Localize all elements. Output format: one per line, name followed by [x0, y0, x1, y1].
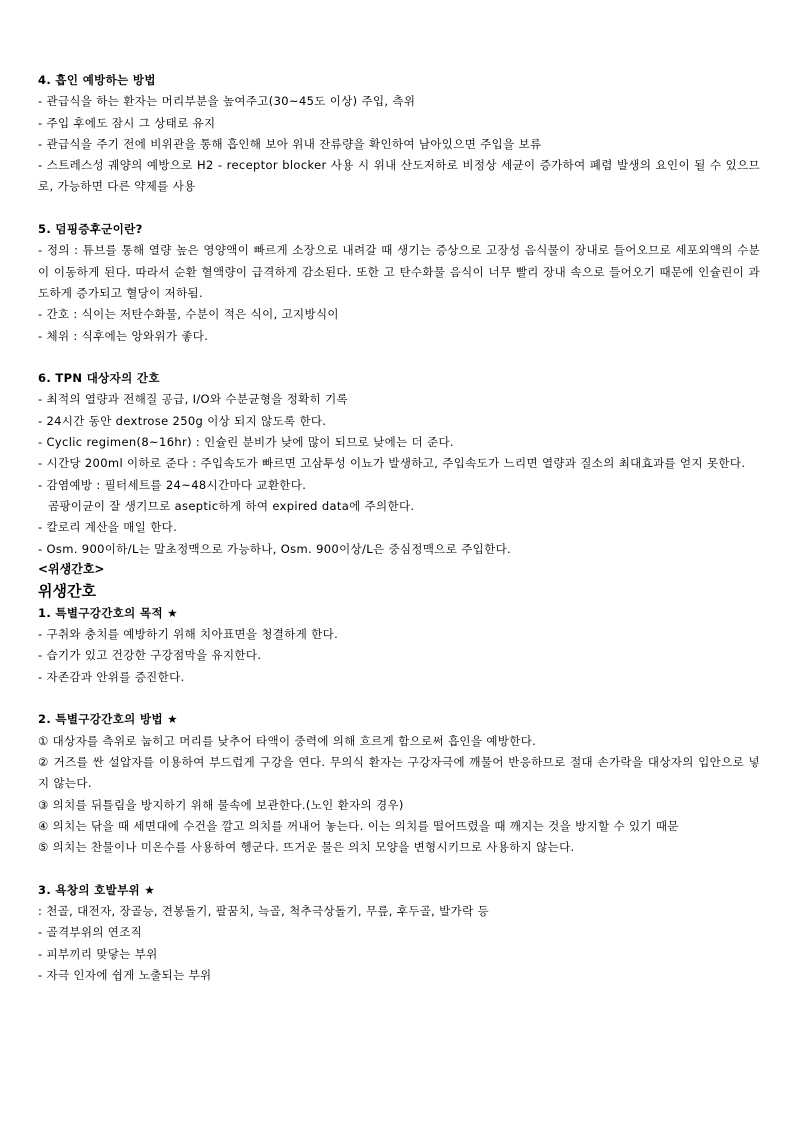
- document-page: [38, 70, 760, 986]
- list-item: - 관급식을 주기 전에 비위관을 통해 흡인해 보아 위내 잔류량을 확인하여 남아있으면 주입을 보류: [38, 136, 542, 151]
- section-oral-care-method: [38, 709, 760, 858]
- list-item: - 칼로리 계산을 매일 한다.: [38, 520, 178, 535]
- heading-aspiration-prevention: 4. 흡인 예방하는 방법: [38, 73, 156, 87]
- list-item: ⑤ 의치는 찬물이나 미온수를 사용하여 헹군다. 뜨거운 물은 의치 모양을 변형시키므로 사용하지 않는다.: [38, 840, 575, 855]
- list-item: - 습기가 있고 건강한 구강점막을 유지한다.: [38, 648, 262, 663]
- list-item: ① 대상자를 측위로 눕히고 머리를 낮추어 타액이 중력에 의해 흐르게 함으로써 흡인을 예방한다.: [38, 733, 537, 748]
- section-title: 위생간호: [38, 581, 96, 600]
- list-item: - 최적의 열량과 전해질 공급, I/O와 수분균형을 정확히 기록: [38, 392, 349, 407]
- list-item: - Cyclic regimen(8~16hr) : 인슐린 분비가 낮에 많이 되므로 낮에는 더 준다.: [38, 435, 454, 450]
- heading-pressure-ulcer-sites: 3. 욕창의 호발부위 ★: [38, 882, 156, 897]
- section-aspiration-prevention: [38, 70, 760, 198]
- list-item: ④ 의치는 닦을 때 세면대에 수건을 깔고 의치를 꺼내어 놓는다. 이는 의치를 떨어뜨렸을 때 깨지는 것을 방지할 수 있기 때문: [38, 818, 679, 833]
- heading-dumping-syndrome: 5. 덤핑증후군이란?: [38, 222, 143, 237]
- list-item: 곰팡이균이 잘 생기므로 aseptic하게 하여 expired data에 주의한다.: [48, 498, 415, 513]
- list-item: - 주입 후에도 잠시 그 상태로 유지: [38, 115, 216, 130]
- list-item: - Osm. 900이하/L는 말초정맥으로 가능하나, Osm. 900이상/L은 중심정맥으로 주입한다.: [38, 541, 512, 556]
- list-item: - 자극 인자에 쉽게 노출되는 부위: [38, 967, 212, 982]
- list-item: - 24시간 동안 dextrose 250g 이상 되지 않도록 한다.: [38, 413, 327, 428]
- section-tpn-care: [38, 368, 760, 560]
- list-item: - 정의 : 튜브를 통해 열량 높은 영양액이 빠르게 소장으로 내려갈 때 생기는 증상으로 고장성 음식물이 장내로 들어오므로 세포외액의 수분이 이동하게 된다. 따라서 순환 혈액량이 급격하게 감소된다. 또한 고 탄수화물 음식이 너무 빨리 장내 속으로 들어오기 때문에 인슐린이 과도하게 증가되고 혈당이 저하됨.: [38, 243, 760, 300]
- list-item: - 자존감과 안위를 증진한다.: [38, 669, 185, 684]
- list-item: ② 거즈를 싼 설압자를 이용하여 부드럽게 구강을 연다. 무의식 환자는 구강자극에 깨물어 반응하므로 절대 손가락을 대상자의 입안으로 넣지 않는다.: [38, 754, 760, 791]
- section-tag: <위생간호>: [38, 561, 105, 576]
- list-item: - 관급식을 하는 환자는 머리부분을 높여주고(30~45도 이상) 주입, 측위: [38, 94, 416, 109]
- list-item: - 스트레스성 궤양의 예방으로 H2 - receptor blocker 사용 시 위내 산도저하로 비정상 세균이 증가하여 폐렴 발생의 요인이 될 수 있으므로, 가능하면 다른 약제를 사용: [38, 158, 760, 194]
- heading-oral-care-method: 2. 특별구강간호의 방법 ★: [38, 712, 178, 727]
- list-item: ③ 의치를 뒤틀림을 방지하기 위해 물속에 보관한다.(노인 환자의 경우): [38, 797, 404, 812]
- section-pressure-ulcer-sites: [38, 880, 760, 986]
- list-item: - 구취와 충치를 예방하기 위해 치아표면을 청결하게 한다.: [38, 627, 339, 642]
- section-oral-care-purpose: [38, 603, 760, 688]
- heading-oral-care-purpose: 1. 특별구강간호의 목적 ★: [38, 605, 178, 620]
- section-dumping-syndrome: [38, 219, 760, 347]
- list-item: - 감염예방 : 필터세트를 24~48시간마다 교환한다.: [38, 477, 307, 492]
- list-item: - 시간당 200ml 이하로 준다 : 주입속도가 빠르면 고삼투성 이뇨가 발생하고, 주입속도가 느리면 열량과 질소의 최대효과를 얻지 못한다.: [38, 456, 746, 471]
- list-item: - 골격부위의 연조직: [38, 925, 143, 940]
- list-item: - 체위 : 식후에는 앙와위가 좋다.: [38, 328, 209, 343]
- heading-tpn-care: 6. TPN 대상자의 간호: [38, 371, 160, 386]
- list-item: - 피부끼리 맞닿는 부위: [38, 946, 158, 961]
- list-item: : 천골, 대전자, 장골능, 견봉돌기, 팔꿈치, 늑골, 척추극상돌기, 무릎, 후두골, 발가락 등: [38, 903, 490, 918]
- list-item: - 간호 : 식이는 저탄수화물, 수분이 적은 식이, 고지방식이: [38, 307, 339, 322]
